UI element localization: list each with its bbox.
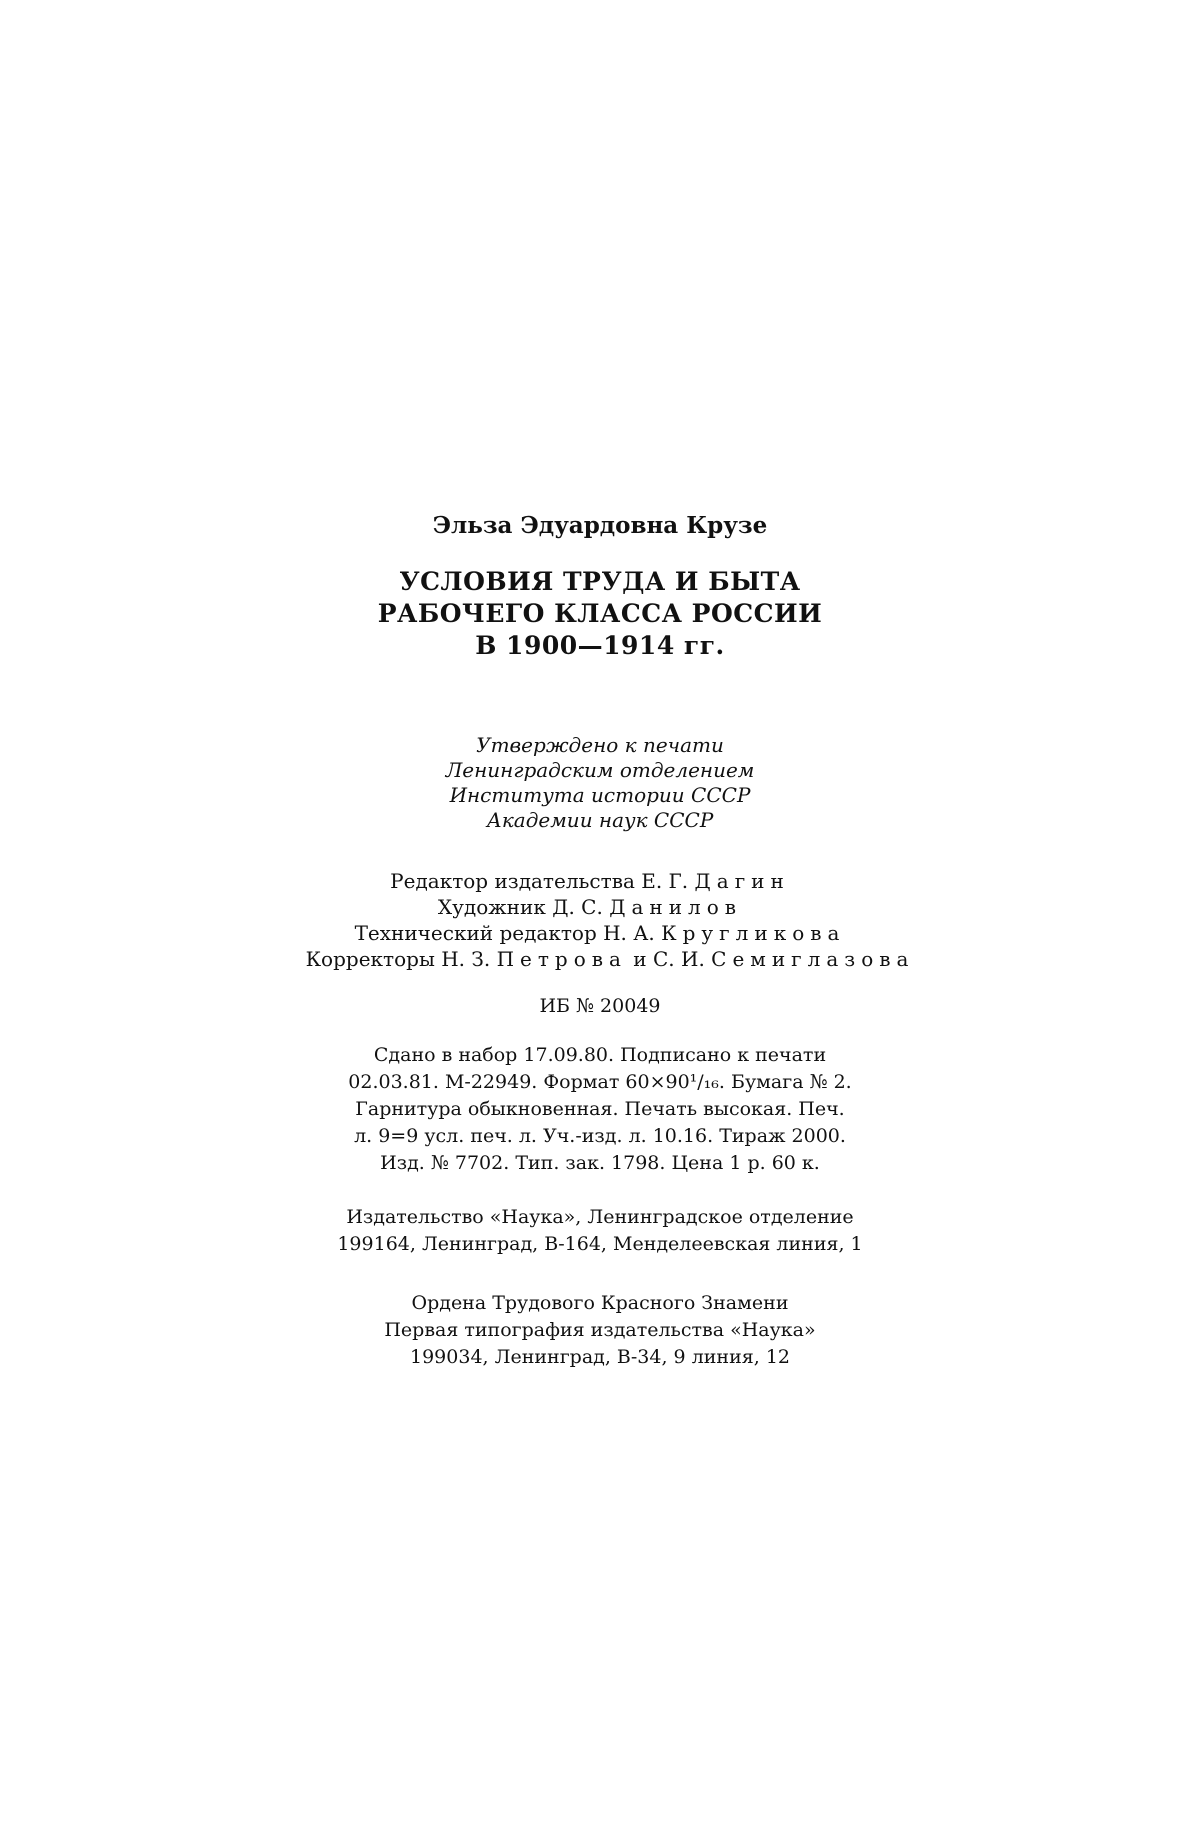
publication-details [0, 1042, 1200, 1177]
publisher-address [0, 1204, 1200, 1258]
credit-label: Художник Д. С. [437, 895, 603, 919]
credit-person: Дагин [694, 869, 790, 893]
approval-line: Ленинградским отделением [445, 758, 755, 782]
title-line: В 1900—1914 гг. [475, 631, 725, 660]
publisher-line: 199164, Ленинград, В-164, Менделеевская линия, 1 [337, 1233, 863, 1255]
printer-line: 199034, Ленинград, В-34, 9 линия, 12 [410, 1346, 790, 1368]
pubinfo-line: Изд. № 7702. Тип. зак. 1798. Цена 1 р. 60 к. [380, 1152, 820, 1174]
credit-person: Данилов [609, 895, 743, 919]
credit-tech-editor [0, 920, 1200, 946]
credit-label: Корректоры Н. З. [305, 947, 491, 971]
pubinfo-line: Сдано в набор 17.09.80. Подписано к печати [373, 1044, 827, 1066]
approval-line: Академии наук СССР [486, 808, 714, 832]
credit-person: Петрова [496, 947, 627, 971]
credit-proofreaders [0, 946, 1200, 972]
title-line: УСЛОВИЯ ТРУДА И БЫТА [399, 567, 801, 596]
pubinfo-line: 02.03.81. М-22949. Формат 60×90¹/₁₆. Бумага № 2. [348, 1071, 852, 1093]
credit-person: Семиглазова [711, 947, 915, 971]
approval-line: Утверждено к печати [476, 733, 724, 757]
title-line: РАБОЧЕГО КЛАССА РОССИИ [377, 599, 823, 628]
credit-label: Технический редактор Н. А. [354, 921, 655, 945]
pubinfo-line: Гарнитура обыкновенная. Печать высокая. Печ. [355, 1098, 845, 1120]
ib-number: ИБ № 20049 [539, 995, 661, 1017]
credit-label: Редактор издательства Е. Г. [390, 869, 689, 893]
printer-line: Ордена Трудового Красного Знамени [411, 1292, 789, 1314]
credit-artist [0, 894, 1200, 920]
printer-line: Первая типография издательства «Наука» [384, 1319, 816, 1341]
pubinfo-line: л. 9=9 усл. печ. л. Уч.-изд. л. 10.16. Тираж 2000. [354, 1125, 846, 1147]
approval-statement [0, 733, 1200, 833]
author-name: Эльза Эдуардовна Крузе [432, 512, 768, 539]
credit-label: и С. И. [626, 947, 712, 971]
printer-address [0, 1290, 1200, 1371]
credit-person: Кругликова [661, 921, 846, 945]
book-title [0, 566, 1200, 662]
credits-list [0, 868, 1200, 972]
credit-editor [0, 868, 1200, 894]
approval-line: Института истории СССР [449, 783, 751, 807]
publisher-line: Издательство «Наука», Ленинградское отделение [346, 1206, 854, 1228]
